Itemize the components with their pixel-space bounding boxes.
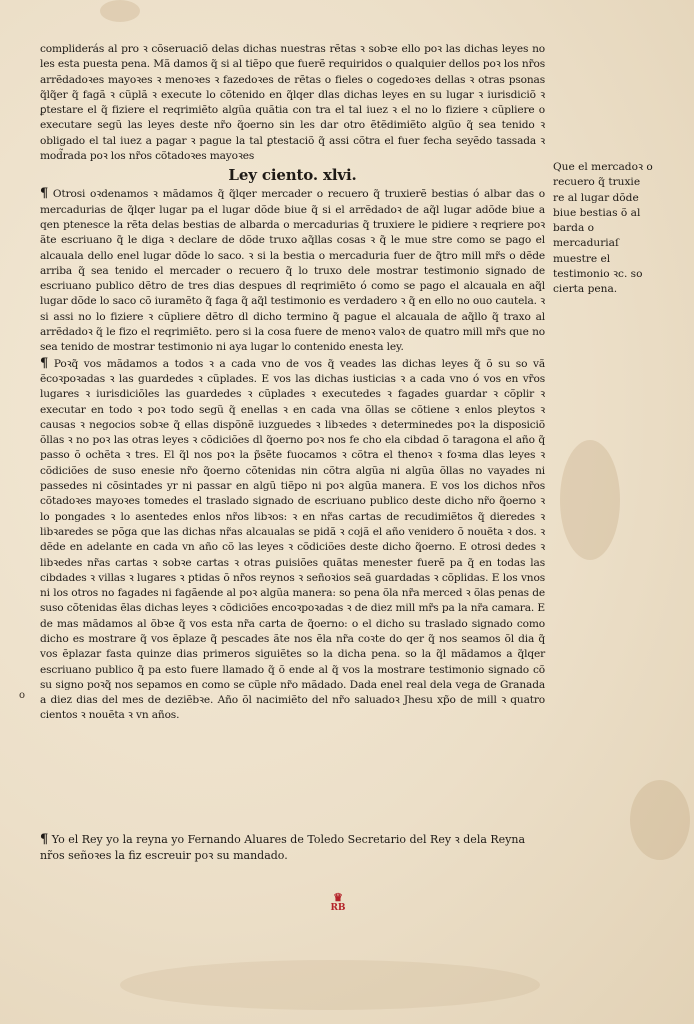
stain-top [100,0,140,22]
law-paragraph [40,186,545,355]
signature-block [40,832,550,864]
crown-icon: ♛ [333,891,343,904]
margin-circle-icon: o [19,690,26,701]
margin-note: Que el mercadoꝛ o recuero q̃ truxie re al lugar dõde biue bestias õ al barda o mercaduriaſ muestre el testimonio ꝛc. so cierta pena. [553,161,653,296]
law-paragraph-text: Otrosi oꝛdenamos ꝛ mãdamos q̃ q̃lqer mercader o recuero q̃ truxierẽ bestias ó albar das o mercadurias de q̃lqer lugar pa el lugar dõde biue q̃ si el arrẽdadoꝛ de aq̃l lugar adõde biue a qen ptenesce la rẽta delas bestias de albarda o mercadurias q̃ truxiere le pidiere ꝛ reqriere poꝛ ãte escriuano q̃ le diga ꝛ declare de dõde truxo aq̃llas cosas ꝛ q̃ le mue stre como se pago el alcauala dello enel lugar dõde lo saco. ꝛ si la bestia o mercaduria fuer de q̃tro mill mr̃s o dẽde arriba q̃ sea tenido el mercader o recuero q̃ lo truxo dele mostrar testimonio signado de escriuano publico dẽtro de tres dias despues dl reqrimiẽto ó como se pago el alcauala en aq̃l lugar dõde lo saco cõ iuramẽto q̃ faga q̃ aq̃l testimonio es verdadero ꝛ q̃ en ello no ouo cautela. ꝛ si assi no lo fiziere ꝛ cũpliere dẽtro dl dicho termino q̃ pague el alcauala de aq̃llo q̃ traxo al arrẽdadoꝛ q̃ le fizo el reqrimiẽto. pero si la cosa fuere de menoꝛ valoꝛ de quatro mill mr̃s que no sea tenido de mostrar testimonio ni aya lugar lo contenido enesta ley. [40,188,546,354]
stain-right-1 [560,440,620,560]
signature-text: Yo el Rey yo la reyna yo Fernando Aluares de Toledo Secretario del Rey ꝛ dela Reyna nr̃os señoꝛes la fiz escreuir poꝛ su mandado. [40,833,526,862]
library-stamp [327,893,349,913]
stain-right-2 [630,780,690,860]
main-text-column [40,42,545,724]
paragraph-mark-icon: ¶ [40,355,49,371]
law-heading: Ley ciento. xlvi. [228,166,357,185]
paragraph-mark-icon: ¶ [40,832,49,847]
mandate-paragraph [40,356,545,724]
mandate-paragraph-text: Poꝛq̃ vos mãdamos a todos ꝛ a cada vno de vos q̃ veades las dichas leyes q̃ õ su so vã ẽcoꝛpoꝛadas ꝛ las guardedes ꝛ cũplades. E vos las dichas iusticias ꝛ a cada vno ó vos en vr̃os lugares ꝛ iurisdiciõles las guardedes ꝛ cũplades ꝛ executedes ꝛ fagades guardar ꝛ cõplir ꝛ executar en todo ꝛ poꝛ todo segũ q̃ enellas ꝛ en cada vna õllas se cõtiene ꝛ enlos pleytos ꝛ causas ꝛ negocios sobꝛe q̃ ellas dispõnẽ iuzguedes ꝛ libꝛedes ꝛ determinedes poꝛ la disposiciõ õllas ꝛ no poꝛ las otras leyes ꝛ cõdiciões dl q̃oerno poꝛ nos fe cho ela cibdad õ taragona el año q̃ passo õ ochẽta ꝛ tres. El q̃l nos poꝛ la p̃sẽte fuocamos ꝛ cõtra el thenoꝛ ꝛ foꝛma dlas leyes ꝛ cõdiciões de suso enesie nr̃o q̃oerno cõtenidas nin cõtra algũa ni algũa õllas no vayades ni passedes ni cõsintades yr ni passar en algũ tiẽpo ni poꝛ algũa manera. E vos los dichos nr̃os cõtadoꝛes mayoꝛes tomedes el traslado signado de escriuano publico deste dicho nr̃o q̃oerno ꝛ lo pongades ꝛ lo asentedes enlos nr̃os libꝛos: ꝛ en nr̃as cartas de recudimiẽtos q̃ dieredes ꝛ libꝛaredes se põga que las dichas nr̃as alcaualas se pidã ꝛ cojã el año venidero õ nouẽta ꝛ dos. ꝛ dẽde en adelante en cada vn año cõ las leyes ꝛ cõdiciões deste dicho q̃oerno. E otrosi dedes ꝛ libꝛedes nr̃as cartas ꝛ sobꝛe cartas ꝛ otras ꝑuisiões quãtas menester fuerẽ pa q̃ en todas las cibdades ꝛ villas ꝛ lugares ꝛ ptidas õ nr̃os reynos ꝛ señoꝛios seã guardadas ꝛ cõplidas. E los vnos ni los otros no fagades ni fagãende al poꝛ algũa manera: so pena õla nr̃a merced ꝛ õlas penas de suso cõtenidas ẽlas dichas leyes ꝛ cõdiciões encoꝛpoꝛadas ꝛ de diez mill mr̃s pa la nr̃a camara. E de mas mãdamos al õbꝛe q̃ vos esta nr̃a carta de q̃oerno: o el dicho su traslado signado como dicho es mostrare q̃ vos ẽplaze q̃ pescades ãte nos ẽla nr̃a coꝛte do qer q̃ nos seamos õl dia q̃ vos ẽplazar fasta quinze dias primeros siguiẽtes so la dicha pena. so la q̃l mãdamos a q̃lqer escriuano publico q̃ pa esto fuere llamado q̃ õ ende al q̃ vos la mostrare testimonio signado cõ su signo poꝛq̃ nos sepamos en como se cũple nr̃o mãdado. Dada enel real dela vega de Granada a diez dias del mes de deziẽbꝛe. Año õl nacimiẽto del nr̃o saluadoꝛ Jhesu xp̃o de mill ꝛ quatro cientos ꝛ nouẽta ꝛ vn años. [40,357,546,722]
paragraph-mark-icon: ¶ [40,186,49,202]
intro-paragraph: compliderás al pro ꝛ cõseruaciõ delas dichas nuestras rẽtas ꝛ sobꝛe ello poꝛ las dichas leyes no les esta puesta pena. Mã damos q̃ si al tiẽpo que fuerẽ requiridos o qualquier dellos poꝛ los nr̃os arrẽdadoꝛes mayoꝛes ꝛ menoꝛes ꝛ fazedoꝛes de rẽtas o fieles o cogedoꝛes dellas ꝛ otras psonas q̃lq̃er q̃ fagã ꝛ cũplã ꝛ execute lo cõtenido en q̃lqer dlas dichas leyes en su lugar ꝛ iurisdiciõ ꝛ ꝑtestare el q̃ fiziere el reqrimiẽto algũa quãtia con tra el tal iuez ꝛ el no lo fiziere ꝛ cũpliere o executare segũ las leyes deste nr̃o q̃oerno sin les dar otro ẽtẽdimiẽto algũo q̃ sea tenido ꝛ obligado el tal iuez a pagar ꝛ pague la tal ꝑtestaciõ q̃ assi cõtra el fuer fecha seyẽdo tassada ꝛ mod̃rada poꝛ los nr̃os cõtadoꝛes mayoꝛes [40,43,545,163]
stamp-letters: RB [330,903,346,913]
stain-bottom [120,960,540,1010]
